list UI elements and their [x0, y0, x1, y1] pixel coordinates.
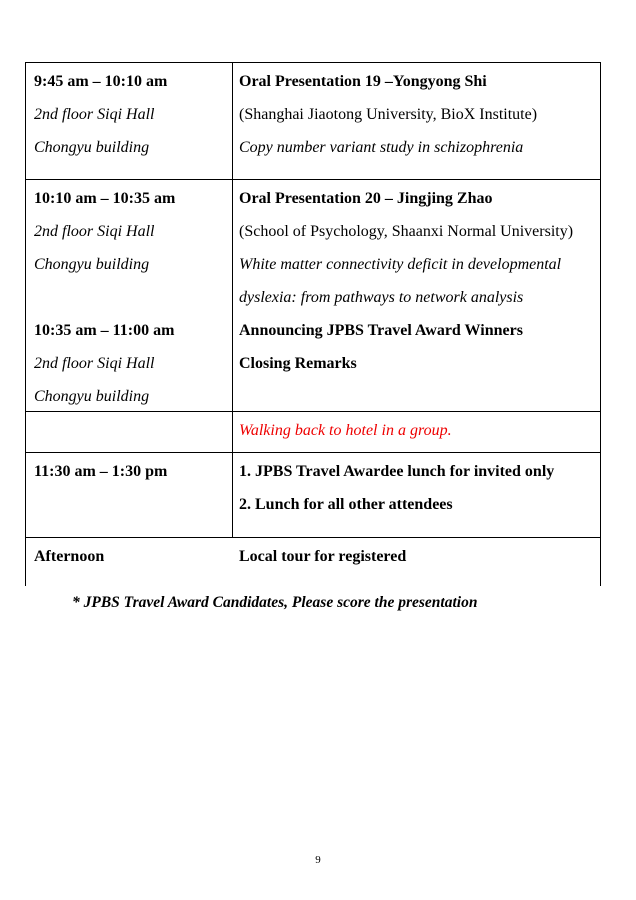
- table-row-1010-session: [26, 180, 600, 412]
- session-topic: Copy number variant study in schizophrenia: [239, 139, 524, 156]
- session-topic-line1: White matter connectivity deficit in developmental: [239, 256, 562, 273]
- schedule-table: [25, 62, 601, 586]
- page-number: 9: [315, 854, 321, 866]
- session-title: Oral Presentation 19 –Yongyong Shi: [239, 73, 487, 90]
- table-row-afternoon: [26, 538, 600, 586]
- location-building: Chongyu building: [34, 388, 150, 405]
- time-range: 11:30 am – 1:30 pm: [34, 463, 168, 480]
- detail-cell: [233, 453, 600, 537]
- table-row-walking-note: [26, 412, 600, 453]
- time-cell: [26, 63, 233, 179]
- walking-note: Walking back to hotel in a group.: [239, 422, 452, 439]
- time-cell: [26, 180, 233, 411]
- footnote-award-candidates: * JPBS Travel Award Candidates, Please score the presentation: [72, 594, 478, 611]
- lunch-item-1: 1. JPBS Travel Awardee lunch for invited only: [239, 463, 555, 480]
- time-cell: [26, 453, 233, 537]
- time-range: 10:35 am – 11:00 am: [34, 322, 175, 339]
- detail-cell: [233, 412, 600, 452]
- location-building: Chongyu building: [34, 139, 150, 156]
- closing-remarks: Closing Remarks: [239, 355, 357, 372]
- session-title: Oral Presentation 20 – Jingjing Zhao: [239, 190, 493, 207]
- table-row-945-session: [26, 63, 600, 180]
- location-floor: 2nd floor Siqi Hall: [34, 223, 155, 240]
- session-affiliation: (Shanghai Jiaotong University, BioX Institute): [239, 106, 538, 123]
- award-announcement: Announcing JPBS Travel Award Winners: [239, 322, 523, 339]
- location-floor: 2nd floor Siqi Hall: [34, 355, 155, 372]
- time-range: 9:45 am – 10:10 am: [34, 73, 168, 90]
- detail-cell: [233, 180, 600, 411]
- session-topic-line2: dyslexia: from pathways to network analysis: [239, 289, 524, 306]
- time-cell: [26, 538, 233, 586]
- location-floor: 2nd floor Siqi Hall: [34, 106, 155, 123]
- time-range: Afternoon: [34, 548, 105, 565]
- detail-cell: [233, 538, 600, 586]
- session-affiliation: (School of Psychology, Shaanxi Normal University): [239, 223, 574, 240]
- detail-cell: [233, 63, 600, 179]
- time-cell-empty: [26, 412, 233, 452]
- spacer: [34, 281, 226, 314]
- lunch-item-2: 2. Lunch for all other attendees: [239, 496, 453, 513]
- afternoon-activity: Local tour for registered: [239, 548, 407, 565]
- location-building: Chongyu building: [34, 256, 150, 273]
- table-row-lunch: [26, 453, 600, 538]
- time-range: 10:10 am – 10:35 am: [34, 190, 176, 207]
